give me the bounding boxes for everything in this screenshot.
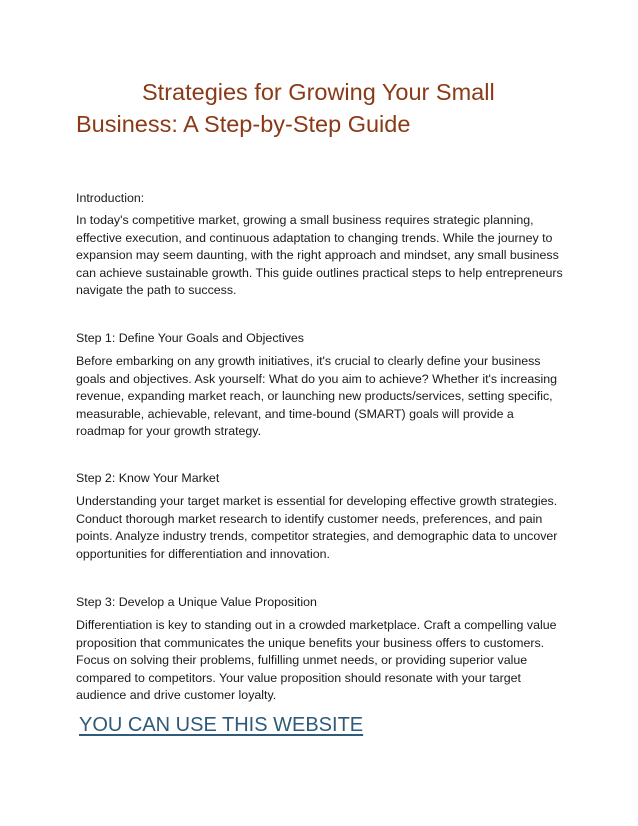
- website-link[interactable]: YOU CAN USE THIS WEBSITE: [79, 714, 364, 736]
- step-1-heading: Step 1: Define Your Goals and Objectives: [76, 331, 304, 345]
- title-line-2: Business: A Step-by-Step Guide: [76, 111, 411, 137]
- title-line-1: Strategies for Growing Your Small: [142, 79, 495, 105]
- intro-paragraph: In today's competitive market, growing a small business requires strategic planning, effective execution, and continuous adaptation to changing trends. While the journey to expansion may seem daunting, with the right approach and mindset, any small business can achieve sustainable growth. This guide outlines practical steps to help entrepreneurs navigate the path to success.: [76, 213, 563, 298]
- step-3-paragraph: Differentiation is key to standing out in a crowded marketplace. Craft a compelling value proposition that communicates the unique benefits your business offers to customers. Focus on solving their problems, fulfilling unmet needs, or providing superior value compared to competitors. Your value proposition should resonate with your target audience and drive customer loyalty.: [76, 618, 557, 703]
- step-2-heading: Step 2: Know Your Market: [76, 471, 220, 485]
- intro-heading: Introduction:: [76, 191, 145, 205]
- step-1-paragraph: Before embarking on any growth initiatives, it's crucial to clearly define your business goals and objectives. Ask yourself: What do you aim to achieve? Whether it's increasing revenue, expanding market reach, or launching new products/services, setting specific, measurable, achievable, relevant, and time-bound (SMART) goals will provide a roadmap for your growth strategy.: [76, 354, 558, 439]
- step-2-paragraph: Understanding your target market is essential for developing effective growth strategies. Conduct thorough market research to identify customer needs, preferences, and pain points. Analyze industry trends, competitor strategies, and demographic data to uncover opportunities for differentiation and innovation.: [76, 494, 558, 561]
- page-title: [76, 76, 576, 140]
- step-3-heading: Step 3: Develop a Unique Value Proposition: [76, 595, 317, 609]
